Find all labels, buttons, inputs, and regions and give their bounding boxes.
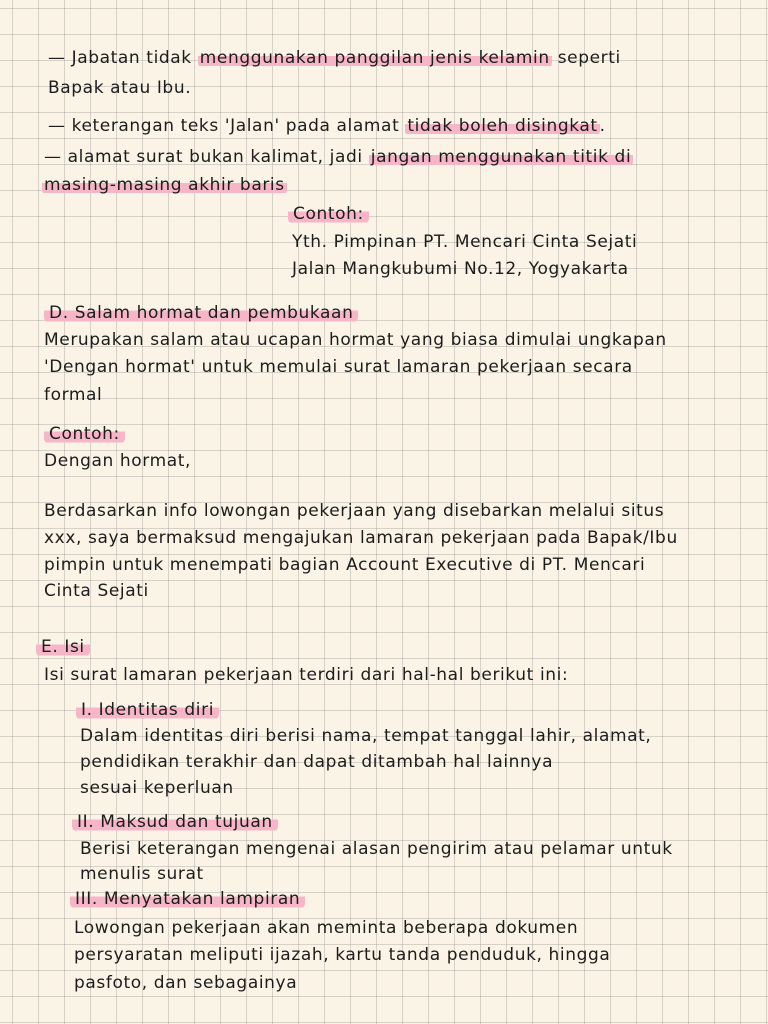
section-e-item-3-line-2: persyaratan meliputi ijazah, kartu tanda penduduk, hingga <box>74 945 611 965</box>
rule-1-highlight: menggunakan panggilan jenis kelamin <box>199 48 550 68</box>
section-e-item-3-line-3: pasfoto, dan sebagainya <box>74 973 298 993</box>
rule-3-line-2 <box>42 174 287 196</box>
section-d-example-body-3: pimpin untuk menempati bagian Account Executive di PT. Mencari <box>44 555 646 575</box>
section-e-item-2-line-2: menulis surat <box>80 864 204 884</box>
section-d-example-body-1: Berdasarkan info lowongan pekerjaan yang disebarkan melalui situs <box>44 501 665 521</box>
rule-1-line-2: Bapak atau Ibu. <box>48 78 192 98</box>
rule-3-line-1: — alamat surat bukan kalimat, jadi jangan menggunakan titik di <box>44 147 632 167</box>
section-d-example-body-4: Cinta Sejati <box>44 581 149 601</box>
section-e-item-3-title: III. Menyatakan lampiran <box>70 888 305 910</box>
section-e-title: E. Isi <box>36 636 90 658</box>
section-d-para-line-3: formal <box>44 385 103 405</box>
rule-2-highlight: tidak boleh disingkat <box>407 116 598 136</box>
example-1-label: Contoh: <box>288 203 369 225</box>
rule-3-highlight: jangan menggunakan titik di <box>370 147 632 167</box>
rule-3-highlight-2: masing-masing akhir baris <box>44 175 285 195</box>
section-d-para-line-2: 'Dengan hormat' untuk memulai surat lamaran pekerjaan secara <box>44 357 633 377</box>
example-1-line-2: Jalan Mangkubumi No.12, Yogyakarta <box>292 259 629 279</box>
section-d-example-body-2: xxx, saya bermaksud mengajukan lamaran pekerjaan pada Bapak/Ibu <box>44 528 678 548</box>
rule-2-line-1: — keterangan teks 'Jalan' pada alamat tidak boleh disingkat . <box>48 116 606 136</box>
section-e-item-3-line-1: Lowongan pekerjaan akan meminta beberapa dokumen <box>74 918 579 938</box>
section-e-item-1-line-2: pendidikan terakhir dan dapat ditambah hal lainnya <box>80 752 554 772</box>
section-e-item-1-line-3: sesuai keperluan <box>80 778 234 798</box>
rule-1-line-1: — Jabatan tidak menggunakan panggilan jenis kelamin seperti <box>48 48 621 68</box>
section-d-para-line-1: Merupakan salam atau ucapan hormat yang biasa dimulai ungkapan <box>44 330 667 350</box>
example-1-line-1: Yth. Pimpinan PT. Mencari Cinta Sejati <box>292 232 638 252</box>
section-e-item-1-line-1: Dalam identitas diri berisi nama, tempat tanggal lahir, alamat, <box>80 726 652 746</box>
section-d-title: D. Salam hormat dan pembukaan <box>44 302 358 324</box>
section-e-item-2-line-1: Berisi keterangan mengenai alasan pengirim atau pelamar untuk <box>80 839 673 859</box>
section-e-item-1-title: I. Identitas diri <box>76 699 219 721</box>
section-e-intro: Isi surat lamaran pekerjaan terdiri dari hal-hal berikut ini: <box>44 665 569 685</box>
section-d-example-greeting: Dengan hormat, <box>44 451 192 471</box>
section-d-example-label: Contoh: <box>44 423 125 445</box>
section-e-item-2-title: II. Maksud dan tujuan <box>72 811 278 833</box>
